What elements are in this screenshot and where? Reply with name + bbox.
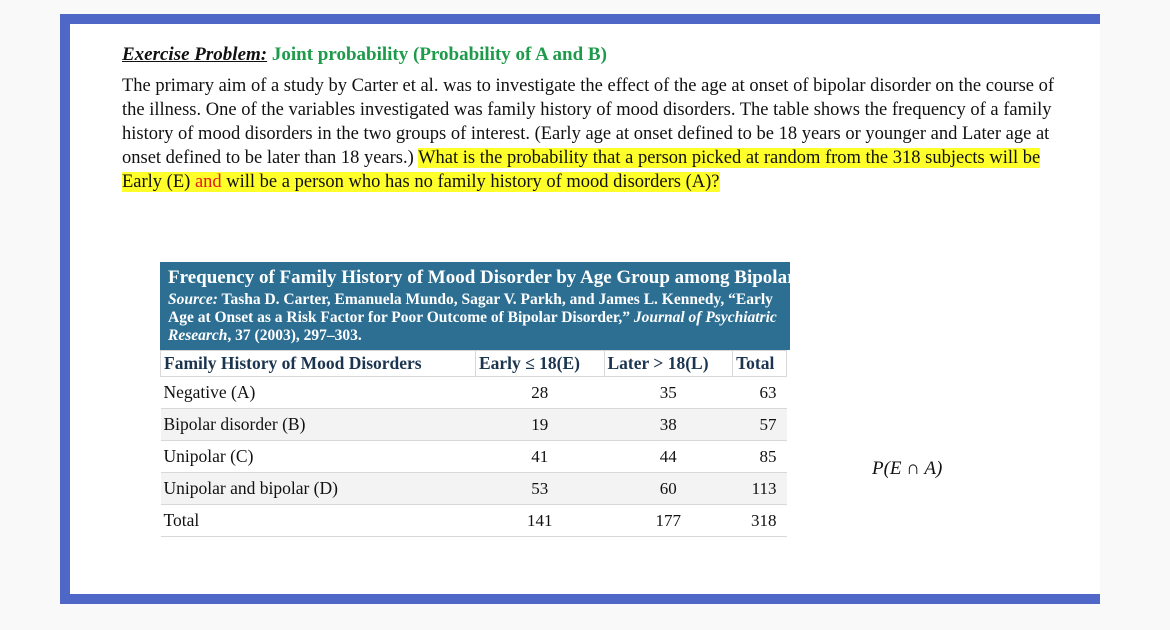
exercise-lead: Exercise Problem: [122,44,268,65]
table-row [161,377,787,409]
table-row [161,473,787,505]
table-title: Frequency of Family History of Mood Disorder by Age Group among Bipolar Subjects [168,267,869,288]
cell-later: 60 [604,473,733,505]
cell-total: 113 [733,473,787,505]
source-label: Source: [168,291,218,308]
question-part-2: will be a person who has no family history of mood disorders (A)? [221,172,720,192]
source-journal: Journal of Psychiatric Research [168,309,777,344]
row-label: Negative (A) [161,377,476,409]
cell-later: 35 [604,377,733,409]
cell-later: 177 [604,505,733,537]
exercise-title: Joint probability (Probability of A and B) [267,44,607,65]
probability-formula: P(E ∩ A) [872,458,943,479]
cell-early: 41 [475,441,604,473]
row-label: Bipolar disorder (B) [161,409,476,441]
header-later: Later > 18(L) [604,351,733,377]
table-source [168,291,784,345]
cell-later: 38 [604,409,733,441]
problem-text: The primary aim of a study by Carter et al. was to investigate the effect of the age at onset of bipolar disorder on the course of the illness. One of the variables investigated was family history of mood disorders. The table shows the frequency of a family history of mood disorders in the two groups of interest. (Early age at onset defined to be 18 years or younger and Later age at onset defined to be later than 18 years.) [122,76,1055,168]
cell-early: 19 [475,409,604,441]
cell-total: 85 [733,441,787,473]
header-early: Early ≤ 18(E) [475,351,604,377]
frequency-table [160,350,787,537]
question-part-1: What is the probability that a person picked at random from the 318 subjects will be Early (E) [122,148,1041,192]
slide-page [70,24,1100,594]
row-label: Unipolar (C) [161,441,476,473]
question-and: and [194,172,222,192]
cell-early: 53 [475,473,604,505]
source-tail: , 37 (2003), 297–303. [227,327,362,344]
cell-total: 63 [733,377,787,409]
table-banner [160,262,869,350]
header-total: Total [733,351,787,377]
cell-later: 44 [604,441,733,473]
problem-paragraph [122,74,1072,194]
cell-early: 28 [475,377,604,409]
table-row [161,409,787,441]
table-header-row [161,351,787,377]
cell-total: 318 [733,505,787,537]
row-label: Unipolar and bipolar (D) [161,473,476,505]
cell-early: 141 [475,505,604,537]
row-label: Total [161,505,476,537]
cell-total: 57 [733,409,787,441]
table-row [161,505,787,537]
header-family-history: Family History of Mood Disorders [161,351,476,377]
exercise-heading [122,44,607,66]
table-row [161,441,787,473]
source-text: Tasha D. Carter, Emanuela Mundo, Sagar V. Parkh, and James L. Kennedy, “Early Age at Onset as a Risk Factor for Poor Outcome of Bipolar Disorder,” [168,291,773,326]
frequency-table-block [160,262,869,537]
